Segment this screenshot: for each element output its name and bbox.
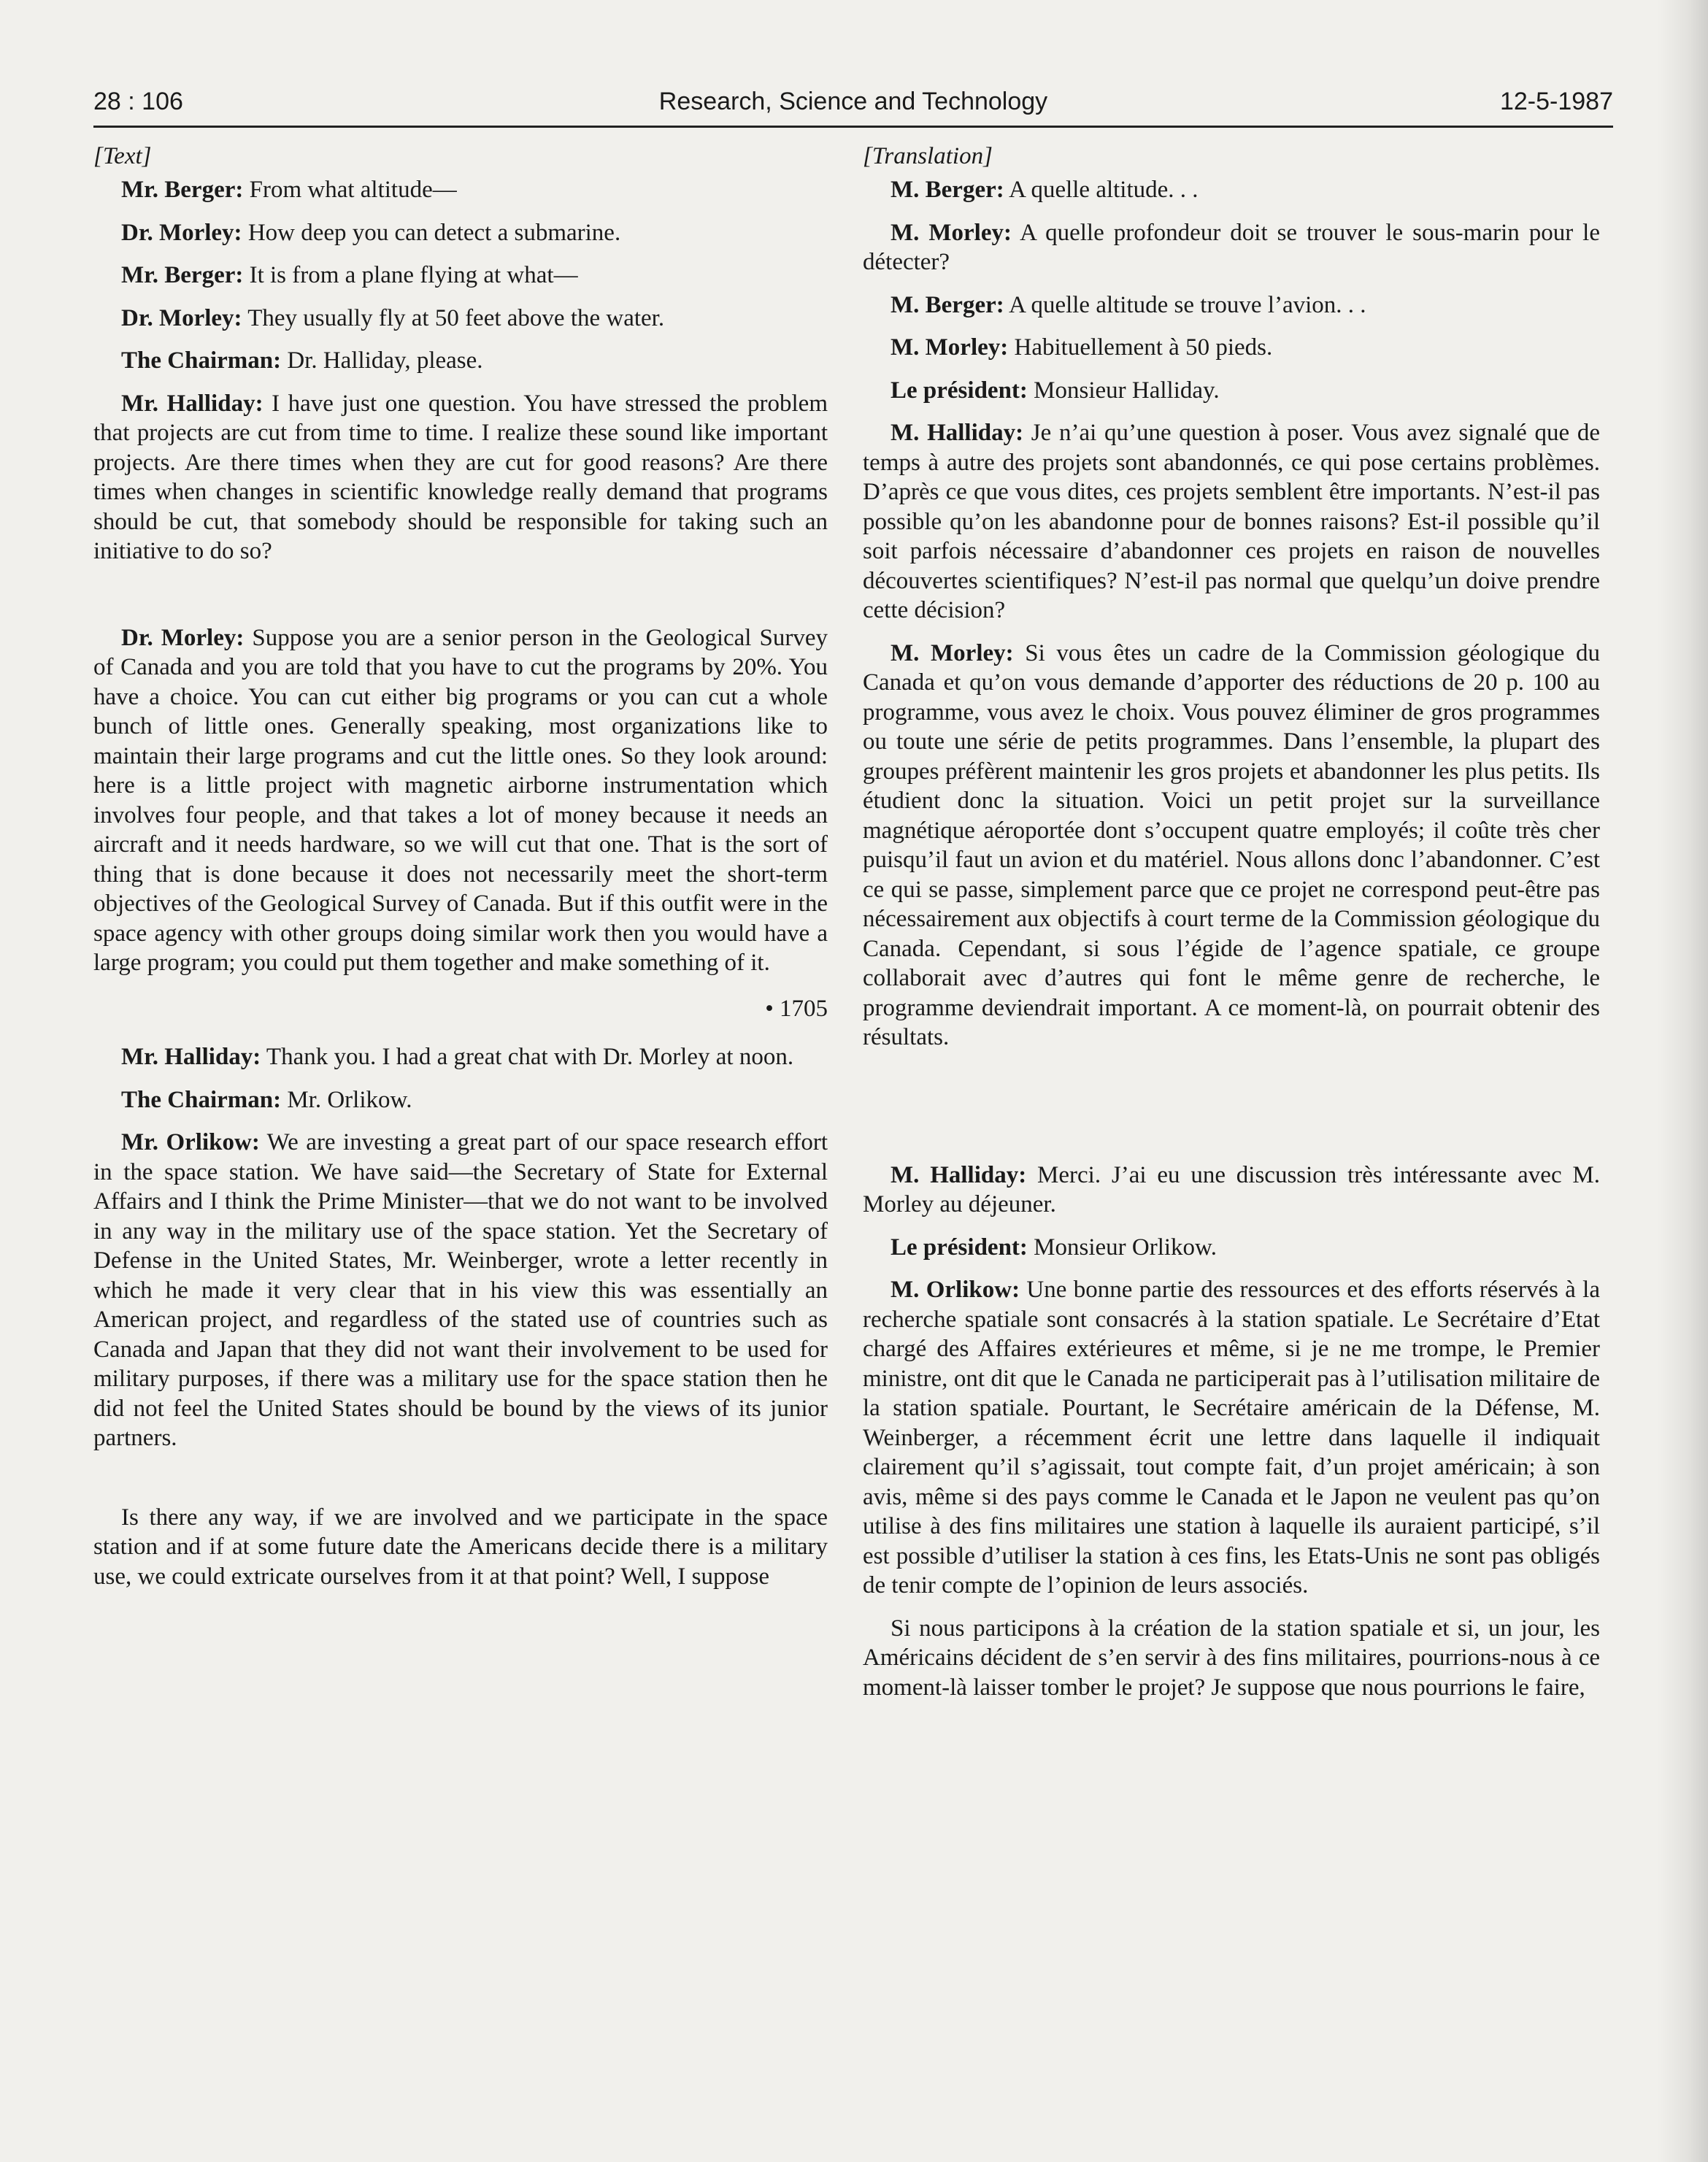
page-title: Research, Science and Technology: [658, 88, 1048, 115]
paragraph: [93, 1085, 828, 1115]
page-date: 12-5-1987: [1499, 88, 1613, 115]
speaker: M. Berger:: [890, 291, 1004, 318]
utterance: Monsieur Orlikow.: [1027, 1234, 1217, 1261]
french-column: [863, 142, 1600, 1715]
paragraph: Is there any way, if we are involved and we participate in the space station and if at some future date the Americans decide there is a military use, we could extricate ourselves from it at that point? Well, I suppose: [93, 1504, 828, 1590]
utterance: Une bonne partie des ressources et des efforts réservés à la recherche spatiale sont consacrés à la station spatiale. Le Secrétaire d’Etat chargé des Affaires extérieures et même, si je ne me trompe, le Premier ministre, ont dit que le Canada ne participerait pas à l’utilisation militaire de la station spatiale. Pourtant, le Secrétaire américain de la Défense, M. Weinberger, a récemment écrit une lettre dans laquelle il indiquait clairement qu’il s’agissait, tout compte fait, d’un projet américain; à son avis, même si des pays comme le Canada et le Japon ne veulent pas qu’on utilise à des fins militaires une station à laquelle ils auraient participé, s’il est possible d’utiliser la station à ces fins, les Etats-Unis ne sont pas obligés de tenir compte de l’opinion de leurs associés.: [863, 1277, 1600, 1599]
utterance: Je n’ai qu’une question à poser. Vous avez signalé que de temps à autre des projets sont abandonnés, ce qui pose certains problèmes. D’après ce que vous dites, ces projets semblent être importants. N’est-il pas possible qu’on les abandonne pour de bonnes raisons? Est-il possible qu’il soit parfois nécessaire d’abandonner ces projets en raison de nouvelles découvertes scientifiques? N’est-il pas normal que quelqu’un doive prendre cette décision?: [863, 420, 1601, 623]
speaker: Dr. Morley:: [121, 219, 242, 246]
page-number: 28 : 106: [93, 88, 183, 115]
speaker: M. Orlikow:: [890, 1277, 1020, 1303]
paragraph: [93, 175, 828, 205]
paragraph: [863, 291, 1600, 320]
utterance: Si vous êtes un cadre de la Commission géologique du Canada et qu’on vous demande d’apporter des réductions de 20 p. 100 au programme, vous avez le choix. Vous pouvez éliminer de gros programmes ou toute une série de petits programmes. Dans l’ensemble, la plupart des groupes préfèrent maintenir les gros projets et abandonner les plus petits. Ils étudient donc la situation. Voici un petit projet sur la surveillance magnétique aéroportée dont s’occupent quatre employés; il coûte très cher puisqu’il faut un avion et du matériel. Nous allons donc l’abandonner. C’est ce qui se passe, simplement parce que ce projet ne correspond peut-être pas nécessairement aux objectifs à court terme de la Commission géologique du Canada. Cependant, si sous l’égide de l’agence spatiale, ce groupe collaborait avec d’autres qui font le même genre de recherche, le programme deviendrait important. A ce moment-là, on pourrait obtenir des résultats.: [863, 639, 1601, 1050]
speaker: Mr. Berger:: [121, 177, 244, 203]
speaker: Le président:: [890, 1234, 1028, 1261]
utterance: Habituellement à 50 pieds.: [1008, 334, 1273, 361]
utterance: Monsieur Halliday.: [1027, 377, 1220, 404]
paragraph: [863, 418, 1600, 626]
utterance: Mr. Orlikow.: [281, 1086, 412, 1113]
translation-tag: [Translation]: [863, 143, 993, 169]
paragraph: Si nous participons à la création de la station spatiale et si, un jour, les Américains décident de s’en servir à des fins militaires, pourrions-nous à ce moment-là laisser tomber le projet? Je suppose que nous pourrions le faire,: [863, 1615, 1600, 1701]
utterance: I have just one question. You have stressed the problem that projects are cut from time to time. I realize these sound like important projects. Are there times when they are cut for good reasons? Are there times when changes in scientific knowledge really demand that programs should be cut, that somebody should be responsible for taking such an initiative to do so?: [93, 390, 828, 564]
speaker: Mr. Berger:: [121, 262, 244, 288]
text-tag: [Text]: [93, 143, 152, 169]
english-column: [93, 142, 828, 1604]
page-header: [93, 85, 1613, 128]
paragraph: [93, 346, 828, 376]
utterance: A quelle altitude. . .: [1004, 177, 1199, 203]
utterance: Merci. J’ai eu une discussion très intéressante avec M. Morley au déjeuner.: [863, 1161, 1600, 1217]
utterance: It is from a plane flying at what—: [243, 262, 578, 288]
utterance: Dr. Halliday, please.: [281, 347, 483, 374]
speaker: M. Morley:: [890, 334, 1009, 361]
time-marker: • 1705: [765, 995, 828, 1022]
speaker: Mr. Orlikow:: [121, 1129, 260, 1155]
utterance: Suppose you are a senior person in the Geological Survey of Canada and you are told that you have to cut the programs by 20%. You have a choice. You can cut either big programs or you can cut a whole bunch of little ones. Generally speaking, most organizations like to maintain their large programs and cut the little ones. So they look around: here is a little project with magnetic airborne instrumentation which involves four people, and that takes a lot of money because it needs an aircraft and it needs hardware, so we will cut that one. That is the sort of thing that is done because it does not necessarily meet the short-term objectives of the Geological Survey of Canada. But if this outfit were in the space agency with other groups doing similar work then you would have a large program; you could put them together and make something of it.: [93, 624, 828, 976]
paragraph: [863, 175, 1600, 205]
speaker: M. Halliday:: [890, 1161, 1027, 1188]
speaker: Dr. Morley:: [121, 624, 245, 651]
paragraph: [863, 639, 1600, 1053]
paragraph: [863, 1161, 1600, 1220]
paragraph: [93, 1128, 828, 1453]
paragraph: [863, 218, 1600, 277]
speaker: M. Morley:: [890, 219, 1012, 246]
paragraph: [93, 389, 828, 566]
speaker: Mr. Halliday:: [121, 1044, 261, 1070]
speaker: M. Morley:: [890, 639, 1014, 666]
utterance: We are investing a great part of our space research effort in the space station. We have said—the Secretary of State for External Affairs and I think the Prime Minister—that we do not want to be involved in any way in the military use of the space station. Yet the Secretary of Defense in the United States, Mr. Weinberger, wrote a letter recently in which he made it very clear that in his view this was essentially an American project, and regardless of the stated use of countries such as Canada and Japan that they did not want their involvement to be used for military purposes, if there was a military use for the space station then he did not feel the United States should be bound by the views of its junior partners.: [93, 1129, 828, 1451]
paragraph: [863, 333, 1600, 363]
paragraph: [93, 261, 828, 291]
speaker: Mr. Halliday:: [121, 390, 263, 417]
paragraph: [93, 623, 828, 978]
speaker: The Chairman:: [121, 347, 282, 374]
utterance: A quelle altitude se trouve l’avion. . .: [1004, 291, 1366, 318]
speaker: Le président:: [890, 377, 1028, 404]
utterance: They usually fly at 50 feet above the water.: [242, 304, 665, 331]
utterance: How deep you can detect a submarine.: [242, 219, 621, 246]
paragraph: [863, 1233, 1600, 1263]
utterance: Thank you. I had a great chat with Dr. Morley at noon.: [261, 1044, 794, 1070]
speaker: M. Berger:: [890, 177, 1004, 203]
paragraph: [863, 376, 1600, 406]
paragraph: [93, 218, 828, 248]
page-edge-shadow: [1657, 0, 1708, 2162]
speaker: M. Halliday:: [890, 420, 1024, 446]
paragraph: [93, 304, 828, 334]
paragraph: [93, 1042, 828, 1072]
speaker: Dr. Morley:: [121, 304, 242, 331]
utterance: From what altitude—: [243, 177, 457, 203]
paragraph: [863, 1275, 1600, 1601]
speaker: The Chairman:: [121, 1086, 282, 1113]
utterance: A quelle profondeur doit se trouver le sous-marin pour le détecter?: [863, 219, 1600, 275]
